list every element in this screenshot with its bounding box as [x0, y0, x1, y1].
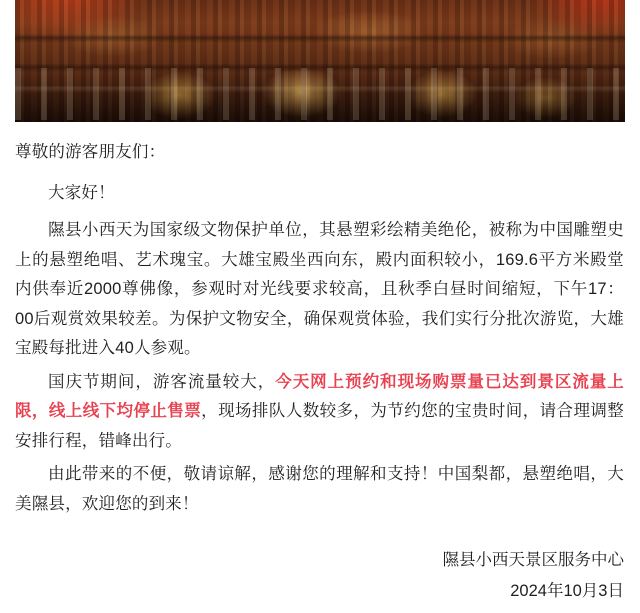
ticket-notice-lead-text: 国庆节期间，游客流量较大， [48, 372, 276, 391]
paragraph-ticket-notice [15, 368, 624, 457]
signature-date: 2024年10月3日 [510, 582, 624, 600]
signature-block [15, 545, 624, 607]
paragraph-apology-welcome: 由此带来的不便，敬请谅解，感谢您的理解和支持！中国梨都，悬塑绝唱，大美隰县，欢迎您的到来！ [15, 465, 624, 513]
greeting: 大家好！ [48, 183, 115, 202]
salutation: 尊敬的游客朋友们： [15, 143, 166, 161]
header-photo [15, 0, 625, 122]
paragraph-scenic-area-intro: 隰县小西天为国家级文物保护单位，其悬塑彩绘精美绝伦，被称为中国雕塑史上的悬塑绝唱、艺术瑰宝。大雄宝殿坐西向东，殿内面积较小，169.6平方米殿堂内供奉近2000尊佛像，参观时对光线要求较高，且秋季白昼时间缩短，下午17：00后观赏效果较差。为保护文物安全，确保观赏体验，我们实行分批次游览，大雄宝殿每批进入40人参观。 [15, 221, 624, 357]
sold-out-highlight-text: 今天网上预约和现场购票量已达到景区流量上限，线上线下均停止售票 [15, 372, 624, 420]
buddha-figures-row [15, 68, 625, 120]
signature-organization: 隰县小西天景区服务中心 [442, 551, 624, 569]
ticket-notice-trailing-text: ，现场排队人数较多，为节约您的宝贵时间，请合理调整安排行程，错峰出行。 [15, 402, 625, 450]
announcement-letter [15, 138, 624, 607]
